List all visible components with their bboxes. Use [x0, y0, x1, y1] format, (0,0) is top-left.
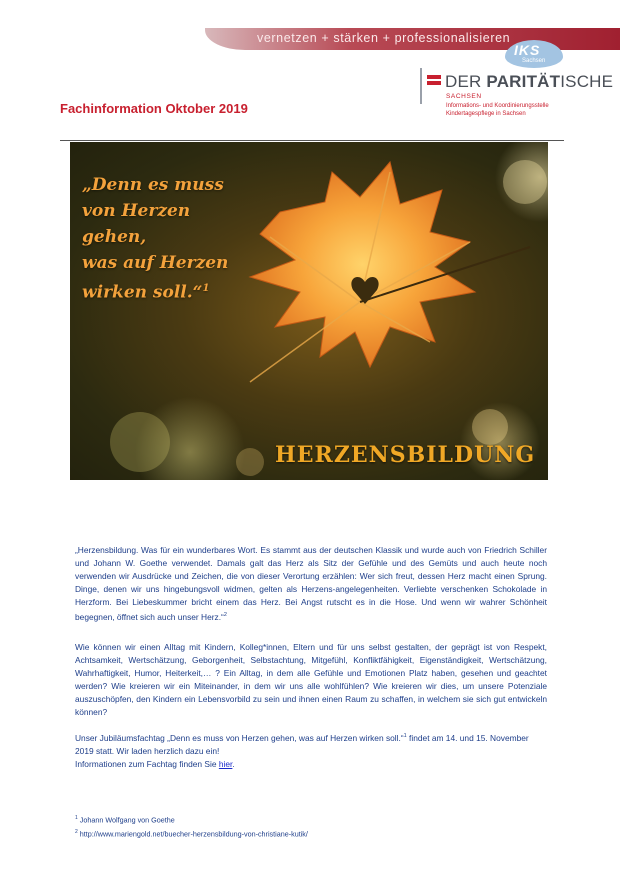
info-link[interactable]: hier — [218, 758, 233, 769]
hero-image — [70, 142, 548, 480]
footnote-2: $^2$ http://www.mariengold.net/buecher-herzensbildung-von-christiane-kutik/ — [75, 829, 308, 839]
iks-title: IKS — [514, 42, 541, 58]
document-title: Fachinformation Oktober 2019 — [60, 101, 248, 116]
organization-name: DER PARITÄTISCHE — [445, 72, 614, 91]
logo-divider — [420, 68, 422, 104]
organization-region: SACHSEN — [446, 93, 482, 100]
organization-desc-line1: Informations- und Koordinierungsstelle — [446, 103, 549, 109]
hero-title: HERZENSBILDUNG — [275, 442, 536, 468]
paragraph-intro: „Herzensbildung. Was für ein wunderbares Wort. Es stammt aus der deutschen Klassik und wurde auch von Friedrich Schiller und Johann W. Goethe verwendet. Damals galt das Herz als Sitz der Gefühle und des Gemüts und auch heute noch verwenden wir Ausdrücke und Zeichen, die von dieser Verortung erzählen: Wer sich freut, dessen Herz macht einen Sprung. Dinge, denen wir uns hingebungsvoll widmen, gelten als Herzens-angelegenheiten. Verliebte verschenken Schokolade in Herzform. Bei Liebeskummer bricht einem das Herz. Bei Angst rutscht es in die Hose. Und wenn wir wahrer Schönheit begegnen, öffnet sich auch unser Herz.“$^2$ — [75, 545, 547, 622]
header-divider — [60, 140, 564, 141]
hero-quote: „Denn es muss von Herzen gehen, was auf Herzen wirken soll.“$^1$ — [82, 175, 229, 303]
iks-subtitle: Sachsen — [522, 58, 546, 64]
tagline-text: vernetzen + stärken + professionalisieren — [257, 31, 511, 45]
paritaetische-logo-icon — [427, 75, 441, 89]
footnote-1: $^1$ Johann Wolfgang von Goethe — [75, 815, 175, 825]
paragraph-questions: Wie können wir einen Alltag mit Kindern, Kolleg*innen, Eltern und für uns selbst gestalten, der geprägt ist von Respekt, Achtsamkeit, Wertschätzung, Geborgenheit, Selbstachtung, Mitgefühl, Konfliktfähigkeit, Eigenständigkeit, Wertschätzung, Wahrhaftigkeit, Humor, Heiterkeit,… ? Ein Alltag, in dem alle Gefühle und Emotionen Platz haben, gesehen und geachtet werden? Wie kreieren wir ein Miteinander, in dem wir uns alle wohlfühlen? Wie kreieren wir dies, um unsere Potenziale auszuschöpfen, den Kindern ein Lebensvorbild zu sein und ihnen einen Raum zu schaffen, in welchem sie sich gut entwickeln können? — [75, 642, 547, 717]
organization-desc-line2: Kindertagespflege in Sachsen — [446, 111, 526, 117]
paragraph-invitation: Unser Jubiläumsfachtag „Denn es muss von Herzen gehen, was auf Herzen wirken soll.“$^1$ findet am 14. und 15. November 2019 statt. Wir laden herzlich dazu ein! Informationen zum Fachtag finden Sie hier. — [75, 732, 529, 769]
footnotes — [75, 812, 308, 841]
